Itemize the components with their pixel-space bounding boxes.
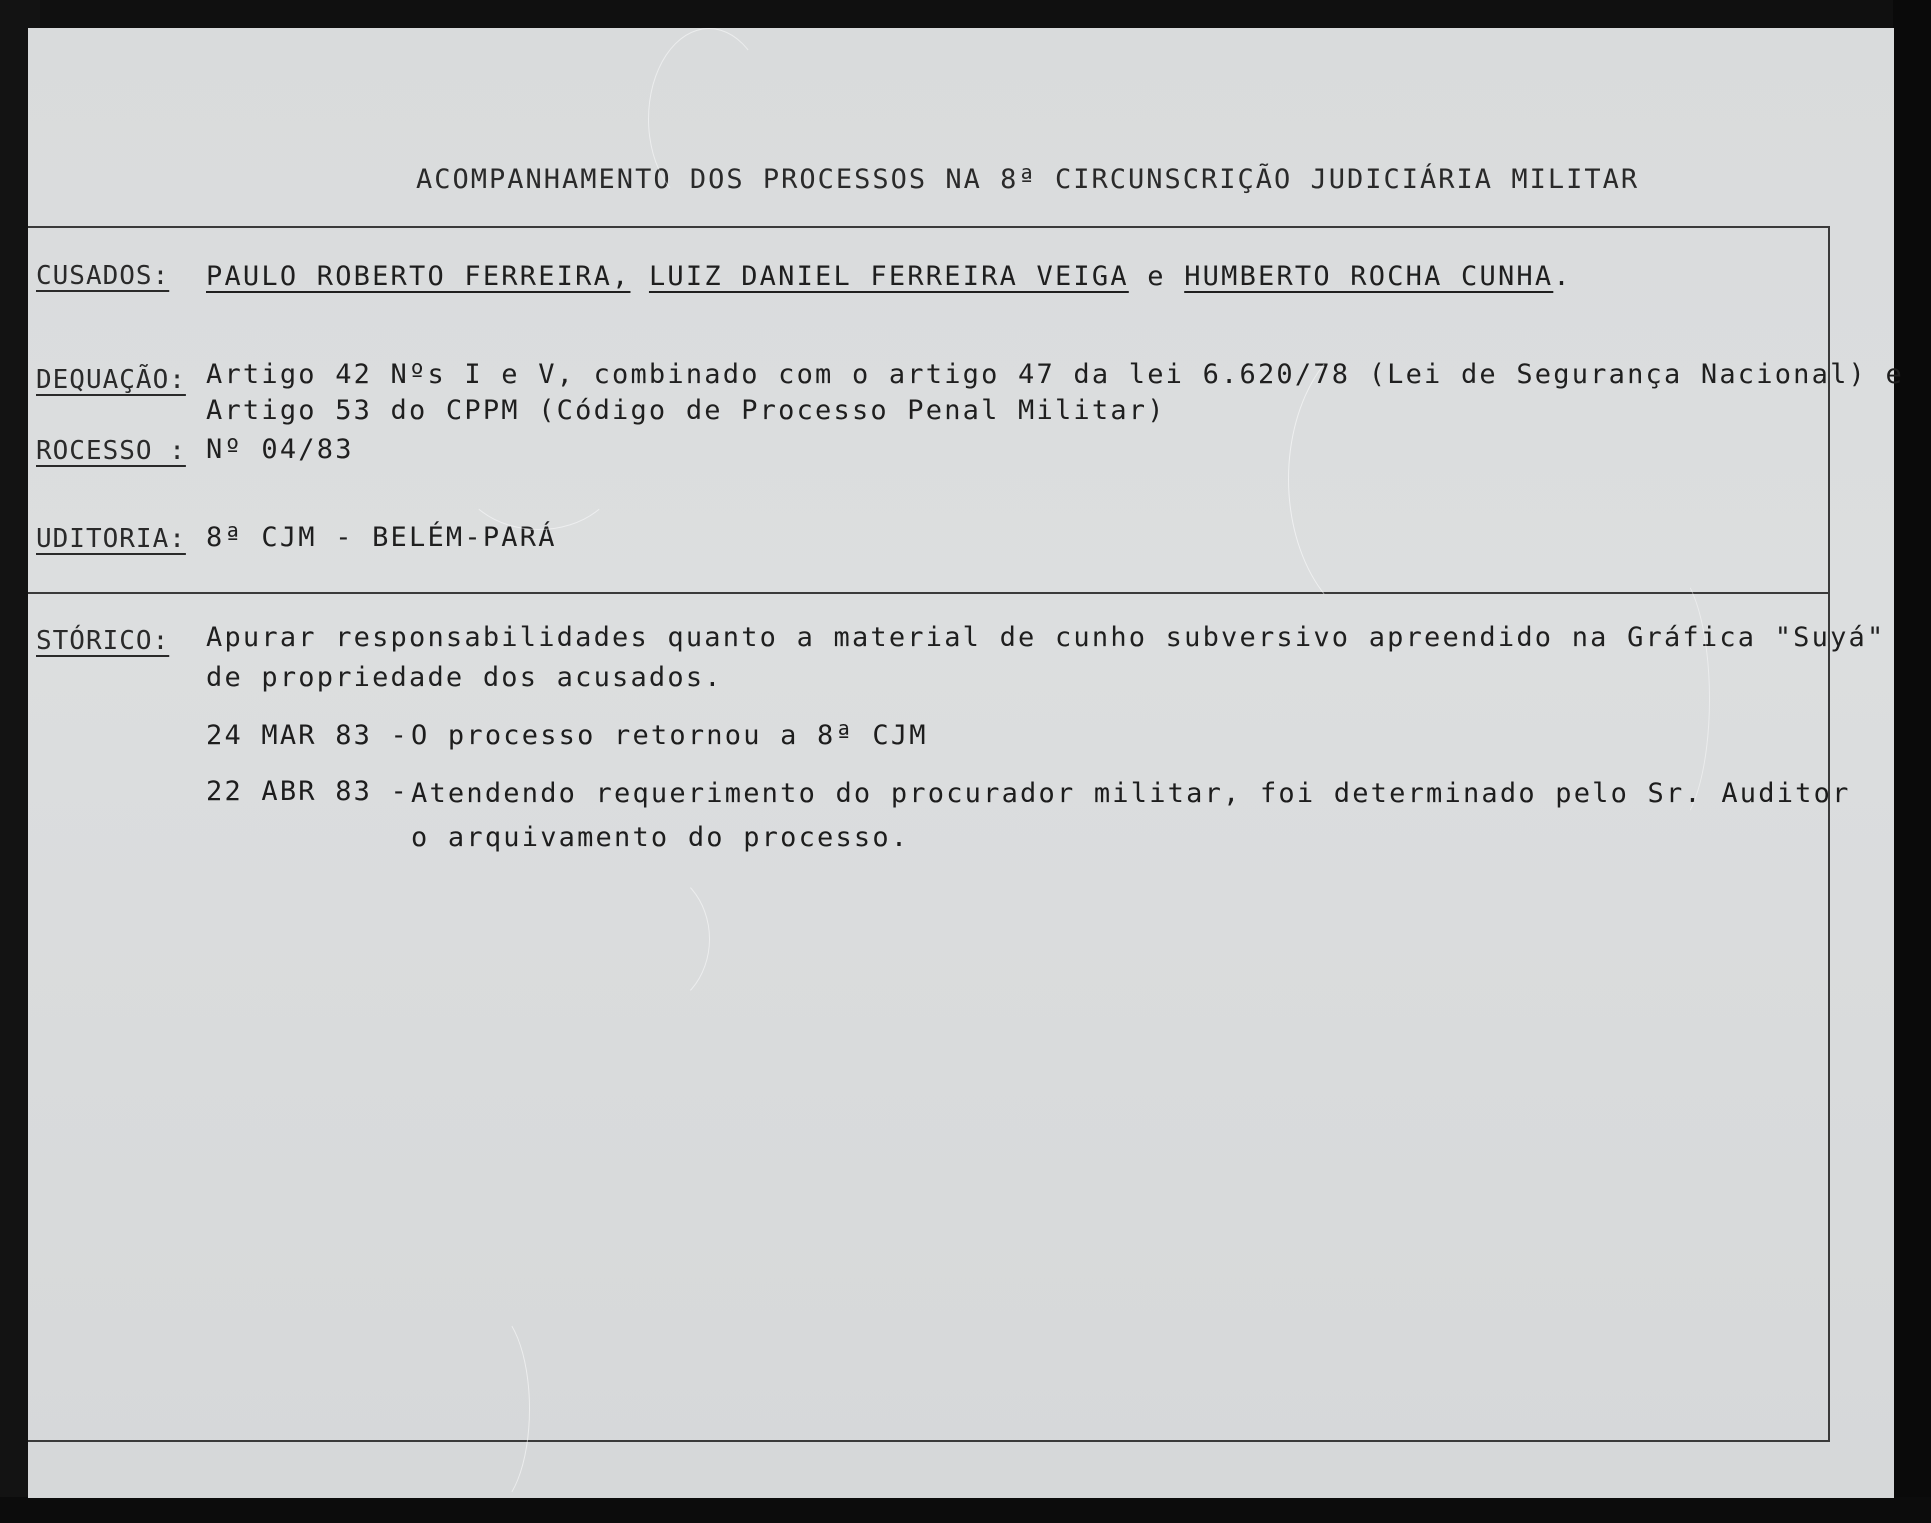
scan-scratch bbox=[1288, 328, 1490, 630]
section-divider bbox=[28, 592, 1828, 594]
record-box bbox=[28, 226, 1904, 1442]
entry-date-2: 22 ABR 83 - bbox=[206, 776, 410, 807]
document-title: ACOMPANHAMENTO DOS PROCESSOS NA 8ª CIRCUNSCRIÇÃO JUDICIÁRIA MILITAR bbox=[416, 164, 1640, 195]
auditoria-value: 8ª CJM - BELÉM-PARÁ bbox=[206, 522, 557, 553]
document-page bbox=[28, 28, 1904, 1498]
scan-scratch bbox=[448, 1308, 530, 1510]
accused-name-3: HUMBERTO ROCHA CUNHA bbox=[1184, 261, 1554, 292]
scan-border-bottom bbox=[0, 1497, 1931, 1523]
adequacao-line-2: Artigo 53 do CPPM (Código de Processo Penal Militar) bbox=[206, 395, 1166, 426]
accused-name-2: LUIZ DANIEL FERREIRA VEIGA bbox=[648, 261, 1129, 292]
entry-text-1: O processo retornou a 8ª CJM bbox=[411, 720, 928, 751]
accused-conjunction: e bbox=[1147, 261, 1166, 292]
processo-label: ROCESSO : bbox=[36, 436, 186, 466]
accused-name-1: PAULO ROBERTO FERREIRA, bbox=[206, 261, 631, 292]
scan-scratch bbox=[1628, 568, 1710, 830]
accused-end: . bbox=[1553, 261, 1572, 292]
auditoria-label: UDITORIA: bbox=[36, 524, 186, 554]
scan-scratch bbox=[648, 28, 770, 210]
acusados-value bbox=[206, 261, 1572, 292]
scan-scratch bbox=[458, 408, 620, 530]
adequacao-label: DEQUAÇÃO: bbox=[36, 365, 186, 395]
entry-text-2-cont: o arquivamento do processo. bbox=[411, 822, 910, 853]
entry-date-1: 24 MAR 83 - bbox=[206, 720, 410, 751]
scan-border-top bbox=[0, 0, 1931, 30]
historico-line-2: de propriedade dos acusados. bbox=[206, 662, 723, 693]
adequacao-line-1: Artigo 42 Nºs I e V, combinado com o artigo 47 da lei 6.620/78 (Lei de Segurança Nacional) e bbox=[206, 359, 1904, 390]
scan-scratch bbox=[588, 868, 710, 1010]
scan-border-right bbox=[1893, 0, 1931, 1523]
entry-text-2: Atendendo requerimento do procurador militar, foi determinado pelo Sr. Auditor bbox=[411, 778, 1851, 809]
historico-label: STÓRICO: bbox=[36, 626, 170, 656]
processo-value: Nº 04/83 bbox=[206, 434, 354, 465]
acusados-label: CUSADOS: bbox=[36, 261, 170, 291]
historico-line-1: Apurar responsabilidades quanto a material de cunho subversivo apreendido na Gráfica "Suyá" bbox=[206, 622, 1886, 653]
